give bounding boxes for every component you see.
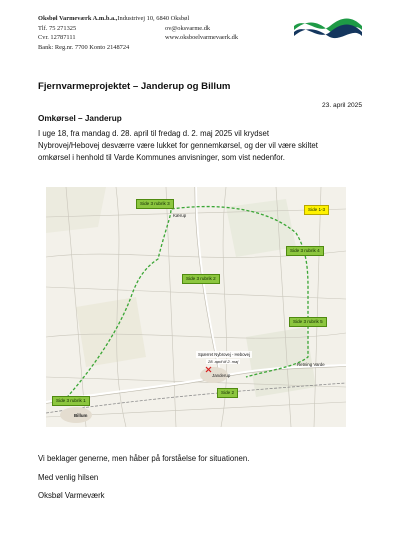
apology-text: Vi beklager generne, men håber på forståelse for situationen. xyxy=(38,454,250,463)
tag-side3-rubrik3: Side 3 rubrik 3 xyxy=(136,199,174,209)
signature-text: Oksbøl Varmeværk xyxy=(38,491,105,500)
letterhead-row-bank xyxy=(38,43,238,53)
letterhead-row-phone xyxy=(38,24,238,34)
letterhead xyxy=(38,14,238,52)
greeting-text: Med venlig hilsen xyxy=(38,473,99,482)
map-graphic xyxy=(46,187,346,427)
tag-side3-rubrik5: Side 3 rubrik 5 xyxy=(289,317,327,327)
letterhead-row-address xyxy=(38,14,238,24)
body-line: Nybrovej/Hebovej desværre være lukket for gennemkørsel, og der vil være skiltet xyxy=(38,141,318,151)
body-paragraph xyxy=(38,128,368,165)
tag-side3-rubrik2: Side 3 rubrik 2 xyxy=(182,274,220,284)
section-subtitle: Omkørsel – Janderup xyxy=(38,114,122,123)
letter-date: 23. april 2025 xyxy=(322,102,362,109)
company-name: Oksbøl Varmeværk A.m.b.a., xyxy=(38,15,118,22)
company-bank: Bank: Reg.nr. 7700 Konto 2148724 xyxy=(38,43,130,51)
company-website: www.oksboelvarmevaerk.dk xyxy=(165,34,239,42)
body-line: omkørsel i henhold til Varde Kommunes anvisninger, som vist nedenfor. xyxy=(38,153,285,163)
place-billum: Billum xyxy=(74,413,88,418)
company-phone: Tlf. 75 271325 xyxy=(38,24,77,32)
body-line: I uge 18, fra mandag d. 28. april til fredag d. 2. maj 2025 vil krydset xyxy=(38,129,270,138)
detour-map xyxy=(46,187,346,427)
letterhead-row-cvr xyxy=(38,33,238,43)
closure-date: 28. april til 2. maj xyxy=(208,359,239,364)
page-title: Fjernvarmeprojektet – Janderup og Billum xyxy=(38,81,231,92)
company-cvr: Cvr. 12787111 xyxy=(38,34,76,42)
tag-side1-3: Side 1-3 xyxy=(304,205,329,215)
place-retning-varde: Retning Varde xyxy=(297,362,325,367)
place-janderup: Janderup xyxy=(212,373,231,378)
place-korup: Kærup xyxy=(173,213,187,218)
tag-side2: Side 2 xyxy=(217,388,238,398)
closure-label: Spærret Nybrovej - Hebovej xyxy=(198,352,250,357)
tag-side3-rubrik1: Side 3 rubrik 1 xyxy=(52,396,90,406)
wave-logo-icon xyxy=(292,18,364,42)
company-address: Industrivej 10, 6840 Oksbøl xyxy=(117,15,190,22)
tag-side3-rubrik4: Side 3 rubrik 4 xyxy=(286,246,324,256)
company-email: ov@oksvarme.dk xyxy=(165,24,211,32)
